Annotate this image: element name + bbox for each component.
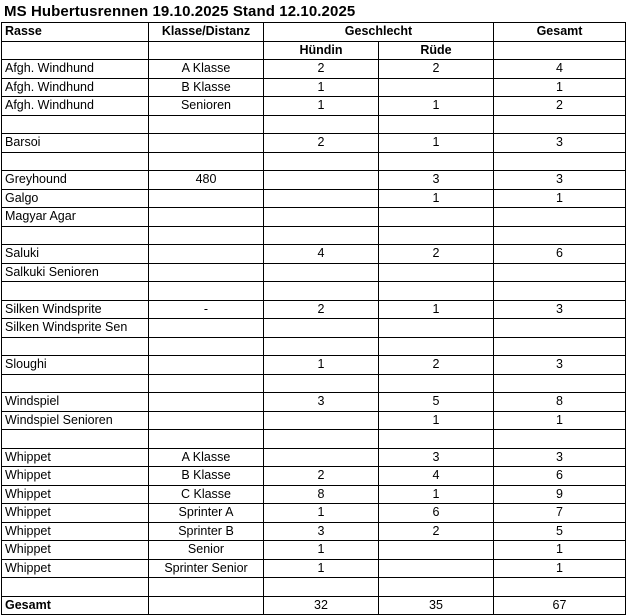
cell-klasse — [149, 430, 264, 449]
cell-huendin: 8 — [264, 485, 379, 504]
table-row — [2, 189, 626, 208]
cell-ruede: 4 — [379, 467, 494, 486]
cell-rasse: Windspiel Senioren — [2, 411, 149, 430]
total-label: Gesamt — [2, 596, 149, 615]
subheader-empty — [2, 41, 149, 60]
subheader-row — [2, 41, 626, 60]
cell-ruede — [379, 319, 494, 338]
table-row — [2, 430, 626, 449]
cell-klasse — [149, 189, 264, 208]
cell-klasse — [149, 356, 264, 375]
page-title: MS Hubertusrennen 19.10.2025 Stand 12.10.2025 — [4, 3, 356, 20]
cell-ruede: 2 — [379, 245, 494, 264]
table-row — [2, 319, 626, 338]
cell-rasse — [2, 578, 149, 597]
header-gesamt: Gesamt — [494, 23, 626, 42]
cell-gesamt: 4 — [494, 60, 626, 79]
cell-ruede — [379, 208, 494, 227]
cell-ruede — [379, 578, 494, 597]
cell-klasse: - — [149, 300, 264, 319]
cell-gesamt — [494, 374, 626, 393]
cell-klasse: A Klasse — [149, 448, 264, 467]
cell-gesamt: 3 — [494, 300, 626, 319]
cell-rasse: Silken Windsprite — [2, 300, 149, 319]
cell-gesamt: 1 — [494, 559, 626, 578]
cell-gesamt: 5 — [494, 522, 626, 541]
cell-klasse — [149, 208, 264, 227]
cell-ruede — [379, 541, 494, 560]
cell-klasse: Sprinter B — [149, 522, 264, 541]
cell-rasse: Salkuki Senioren — [2, 263, 149, 282]
cell-gesamt: 1 — [494, 411, 626, 430]
header-geschlecht: Geschlecht — [264, 23, 494, 42]
table-row — [2, 578, 626, 597]
cell-rasse: Windspiel — [2, 393, 149, 412]
cell-huendin: 2 — [264, 134, 379, 153]
cell-huendin — [264, 189, 379, 208]
cell-klasse: Senior — [149, 541, 264, 560]
cell-rasse: Saluki — [2, 245, 149, 264]
cell-ruede: 1 — [379, 300, 494, 319]
header-ruede: Rüde — [379, 41, 494, 60]
header-rasse: Rasse — [2, 23, 149, 42]
table-row — [2, 337, 626, 356]
cell-klasse: A Klasse — [149, 60, 264, 79]
cell-klasse: Sprinter Senior — [149, 559, 264, 578]
cell-ruede — [379, 430, 494, 449]
cell-huendin — [264, 282, 379, 301]
cell-gesamt: 3 — [494, 356, 626, 375]
cell-gesamt — [494, 115, 626, 134]
cell-rasse — [2, 226, 149, 245]
cell-gesamt — [494, 152, 626, 171]
cell-rasse — [2, 337, 149, 356]
cell-huendin — [264, 208, 379, 227]
table-row — [2, 467, 626, 486]
cell-gesamt — [494, 208, 626, 227]
total-huendin: 32 — [264, 596, 379, 615]
cell-klasse — [149, 393, 264, 412]
cell-ruede: 1 — [379, 97, 494, 116]
table-row — [2, 393, 626, 412]
subheader-empty — [494, 41, 626, 60]
cell-gesamt: 3 — [494, 448, 626, 467]
cell-rasse: Whippet — [2, 541, 149, 560]
cell-rasse: Sloughi — [2, 356, 149, 375]
cell-gesamt — [494, 430, 626, 449]
table-row — [2, 226, 626, 245]
table-row — [2, 541, 626, 560]
cell-ruede: 1 — [379, 485, 494, 504]
cell-rasse: Silken Windsprite Sen — [2, 319, 149, 338]
cell-huendin: 3 — [264, 522, 379, 541]
cell-huendin: 1 — [264, 559, 379, 578]
cell-rasse: Whippet — [2, 448, 149, 467]
cell-huendin — [264, 337, 379, 356]
table-row — [2, 300, 626, 319]
cell-ruede: 1 — [379, 189, 494, 208]
cell-huendin — [264, 411, 379, 430]
table-row — [2, 522, 626, 541]
table-row — [2, 152, 626, 171]
cell-rasse: Whippet — [2, 485, 149, 504]
cell-ruede — [379, 374, 494, 393]
cell-ruede: 2 — [379, 356, 494, 375]
cell-klasse: B Klasse — [149, 78, 264, 97]
cell-gesamt: 3 — [494, 134, 626, 153]
header-huendin: Hündin — [264, 41, 379, 60]
cell-huendin: 1 — [264, 78, 379, 97]
header-row — [2, 23, 626, 42]
cell-rasse: Afgh. Windhund — [2, 78, 149, 97]
cell-huendin — [264, 226, 379, 245]
cell-rasse: Whippet — [2, 504, 149, 523]
cell-gesamt: 1 — [494, 78, 626, 97]
cell-klasse: C Klasse — [149, 485, 264, 504]
entries-table — [1, 22, 626, 615]
table-row — [2, 78, 626, 97]
cell-huendin — [264, 578, 379, 597]
header-klasse: Klasse/Distanz — [149, 23, 264, 42]
cell-huendin: 2 — [264, 60, 379, 79]
table-row — [2, 263, 626, 282]
cell-huendin — [264, 319, 379, 338]
table-row — [2, 60, 626, 79]
cell-huendin: 2 — [264, 300, 379, 319]
cell-huendin — [264, 374, 379, 393]
cell-gesamt: 1 — [494, 541, 626, 560]
cell-rasse: Magyar Agar — [2, 208, 149, 227]
cell-ruede — [379, 226, 494, 245]
table-row — [2, 245, 626, 264]
cell-huendin: 4 — [264, 245, 379, 264]
cell-rasse — [2, 282, 149, 301]
table-row — [2, 208, 626, 227]
cell-gesamt: 6 — [494, 467, 626, 486]
cell-ruede — [379, 263, 494, 282]
cell-ruede — [379, 559, 494, 578]
cell-gesamt: 2 — [494, 97, 626, 116]
cell-huendin: 1 — [264, 356, 379, 375]
cell-rasse: Afgh. Windhund — [2, 97, 149, 116]
cell-gesamt — [494, 282, 626, 301]
table-row — [2, 559, 626, 578]
cell-ruede: 1 — [379, 134, 494, 153]
cell-gesamt — [494, 226, 626, 245]
cell-huendin: 1 — [264, 504, 379, 523]
cell-klasse: B Klasse — [149, 467, 264, 486]
cell-klasse — [149, 245, 264, 264]
total-gesamt: 67 — [494, 596, 626, 615]
cell-huendin: 3 — [264, 393, 379, 412]
cell-klasse — [149, 337, 264, 356]
table-row — [2, 171, 626, 190]
cell-klasse — [149, 226, 264, 245]
cell-rasse — [2, 430, 149, 449]
cell-klasse: Sprinter A — [149, 504, 264, 523]
table-row — [2, 448, 626, 467]
table-row — [2, 374, 626, 393]
cell-gesamt — [494, 319, 626, 338]
cell-huendin — [264, 448, 379, 467]
cell-huendin — [264, 171, 379, 190]
cell-ruede: 3 — [379, 171, 494, 190]
cell-gesamt: 7 — [494, 504, 626, 523]
total-ruede: 35 — [379, 596, 494, 615]
cell-ruede — [379, 152, 494, 171]
table-row — [2, 134, 626, 153]
cell-klasse: 480 — [149, 171, 264, 190]
cell-gesamt: 8 — [494, 393, 626, 412]
cell-huendin — [264, 115, 379, 134]
cell-huendin — [264, 152, 379, 171]
cell-klasse — [149, 282, 264, 301]
cell-rasse: Whippet — [2, 559, 149, 578]
cell-klasse — [149, 374, 264, 393]
cell-huendin: 2 — [264, 467, 379, 486]
total-row — [2, 596, 626, 615]
cell-ruede: 6 — [379, 504, 494, 523]
cell-gesamt: 1 — [494, 189, 626, 208]
table-row — [2, 485, 626, 504]
cell-gesamt: 9 — [494, 485, 626, 504]
cell-rasse: Barsoi — [2, 134, 149, 153]
cell-ruede: 1 — [379, 411, 494, 430]
cell-rasse: Whippet — [2, 522, 149, 541]
cell-gesamt: 6 — [494, 245, 626, 264]
cell-rasse: Galgo — [2, 189, 149, 208]
subheader-empty — [149, 41, 264, 60]
cell-rasse — [2, 374, 149, 393]
cell-gesamt: 3 — [494, 171, 626, 190]
cell-ruede — [379, 337, 494, 356]
cell-ruede — [379, 282, 494, 301]
table-row — [2, 356, 626, 375]
cell-rasse: Greyhound — [2, 171, 149, 190]
cell-huendin — [264, 430, 379, 449]
cell-ruede — [379, 115, 494, 134]
cell-klasse — [149, 134, 264, 153]
cell-huendin: 1 — [264, 97, 379, 116]
cell-huendin — [264, 263, 379, 282]
table-row — [2, 411, 626, 430]
table-row — [2, 97, 626, 116]
cell-gesamt — [494, 337, 626, 356]
cell-rasse: Whippet — [2, 467, 149, 486]
cell-klasse: Senioren — [149, 97, 264, 116]
cell-ruede: 2 — [379, 522, 494, 541]
cell-rasse: Afgh. Windhund — [2, 60, 149, 79]
cell-ruede: 3 — [379, 448, 494, 467]
cell-klasse — [149, 263, 264, 282]
cell-klasse — [149, 115, 264, 134]
cell-klasse — [149, 578, 264, 597]
total-empty — [149, 596, 264, 615]
cell-rasse — [2, 115, 149, 134]
table-row — [2, 115, 626, 134]
cell-klasse — [149, 319, 264, 338]
cell-ruede — [379, 78, 494, 97]
cell-rasse — [2, 152, 149, 171]
cell-huendin: 1 — [264, 541, 379, 560]
cell-gesamt — [494, 263, 626, 282]
table-row — [2, 282, 626, 301]
cell-ruede: 5 — [379, 393, 494, 412]
cell-gesamt — [494, 578, 626, 597]
table-row — [2, 504, 626, 523]
cell-klasse — [149, 411, 264, 430]
cell-klasse — [149, 152, 264, 171]
cell-ruede: 2 — [379, 60, 494, 79]
